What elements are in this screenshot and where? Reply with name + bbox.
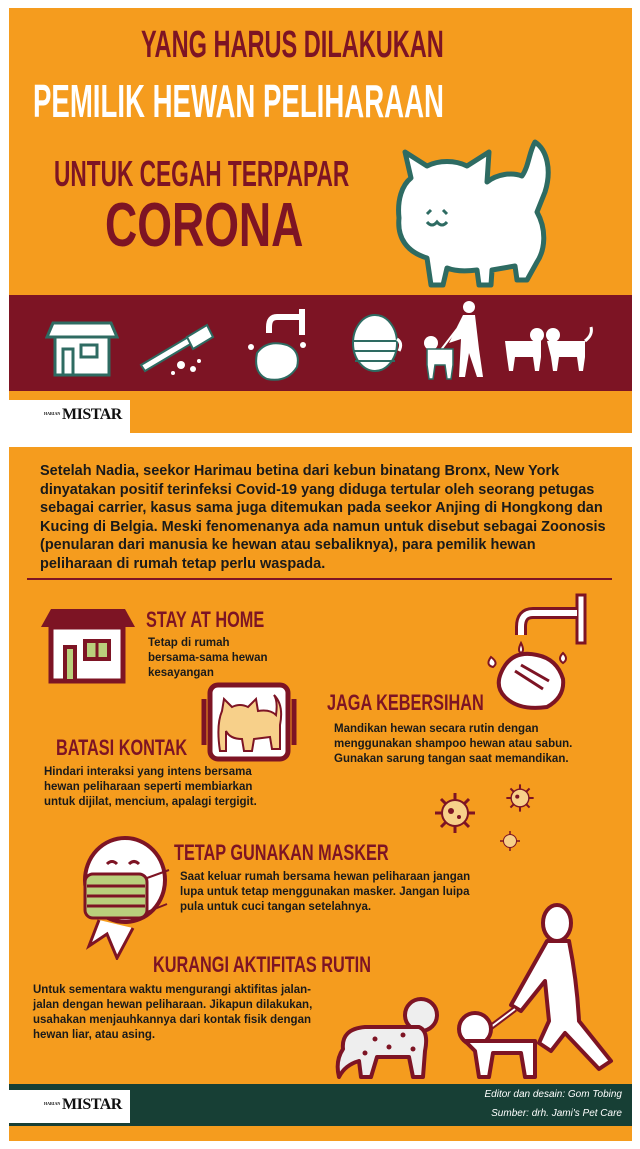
virus-icon [505, 783, 535, 813]
mistar-logo-top [9, 400, 130, 433]
logo-small-text: HARIAN [44, 411, 61, 416]
title-line-1: YANG HARUS DILAKUKAN [141, 24, 444, 66]
divider [27, 578, 612, 580]
mistar-logo-bottom [9, 1090, 130, 1123]
editor-credit: Editor dan desain: Gom Tobing [484, 1089, 622, 1100]
intro-paragraph: Setelah Nadia, seekor Harimau betina dari kebun binatang Bronx, New York dinyatakan positif terinfeksi Covid-19 yang diduga tertular oleh seorang petugas sebagai carrier, kasus sama juga ditemukan pada seekor Anjing di Hongkong dan Kucing di Belgia. Meski fenomenanya ada namun untuk disebut sebagai Zoonosis (penularan dari manusia ke hewan atau sebaliknya), para pemilik hewan peliharaan di rumah tetap perlu waspada. [40, 463, 606, 572]
tip-title-tetap-gunakan-masker: TETAP GUNAKAN MASKER [174, 840, 389, 865]
tip-text-stay-at-home: Tetap di rumah bersama-sama hewan kesayangan [148, 637, 268, 679]
cat-frame-icon [200, 681, 298, 763]
tip-title-batasi-kontak: BATASI KONTAK [56, 735, 188, 760]
house-icon [45, 319, 119, 377]
virus-icon [499, 830, 521, 852]
title-panel [9, 8, 632, 433]
tip-title-kurangi-aktifitas-rutin: KURANGI AKTIFITAS RUTIN [153, 952, 371, 977]
handwash-icon [247, 305, 313, 385]
logo-big-text: MISTAR [62, 406, 122, 423]
source-credit: Sumber: drh. Jami's Pet Care [491, 1108, 622, 1119]
brush-icon [137, 319, 217, 379]
title-line-3: UNTUK CEGAH TERPAPAR [54, 153, 350, 194]
masked-face-icon [77, 834, 177, 960]
icon-band [9, 295, 632, 391]
handwash-icon [481, 593, 591, 711]
content-panel [9, 447, 632, 1141]
tip-title-jaga-kebersihan: JAGA KEBERSIHAN [327, 690, 484, 715]
virus-icon [433, 791, 477, 835]
dog-walk-icon [419, 299, 491, 385]
house-icon [37, 605, 139, 685]
cat-illustration-icon [387, 130, 557, 292]
logo-small-text: HARIAN [44, 1101, 61, 1106]
title-line-2: PEMILIK HEWAN PELIHARAAN [33, 75, 444, 127]
tip-title-stay-at-home: STAY AT HOME [146, 607, 265, 632]
logo-big-text: MISTAR [62, 1096, 122, 1113]
tip-text-jaga-kebersihan: Mandikan hewan secara rutin dengan menggunakan shampoo hewan atau sabun. Gunakan sarung tangan saat memandikan. [334, 723, 573, 765]
tip-text-kurangi-aktifitas-rutin: Untuk sementara waktu mengurangi aktifitas jalan-jalan dengan hewan peliharaan. Jikapun dilakukan, usahakan menjauhkannya dari kontak fisik dengan hewan liar, atau asing. [33, 984, 313, 1041]
tip-text-batasi-kontak: Hindari interaksi yang intens bersama hewan peliharaan seperti membiarkan untuk dijilat, mencium, apalagi tergigit. [44, 766, 257, 808]
footer-bar [9, 1084, 632, 1126]
dogs-icon [501, 325, 597, 375]
dogs-walking-icon [325, 901, 619, 1079]
mask-icon [347, 311, 405, 379]
tip-text-tetap-gunakan-masker: Saat keluar rumah bersama hewan peliharaan jangan lupa untuk tetap menggunakan masker. Jangan luipa pula untuk cuci tangan setelahnya. [180, 871, 471, 913]
title-line-4: CORONA [105, 191, 304, 260]
